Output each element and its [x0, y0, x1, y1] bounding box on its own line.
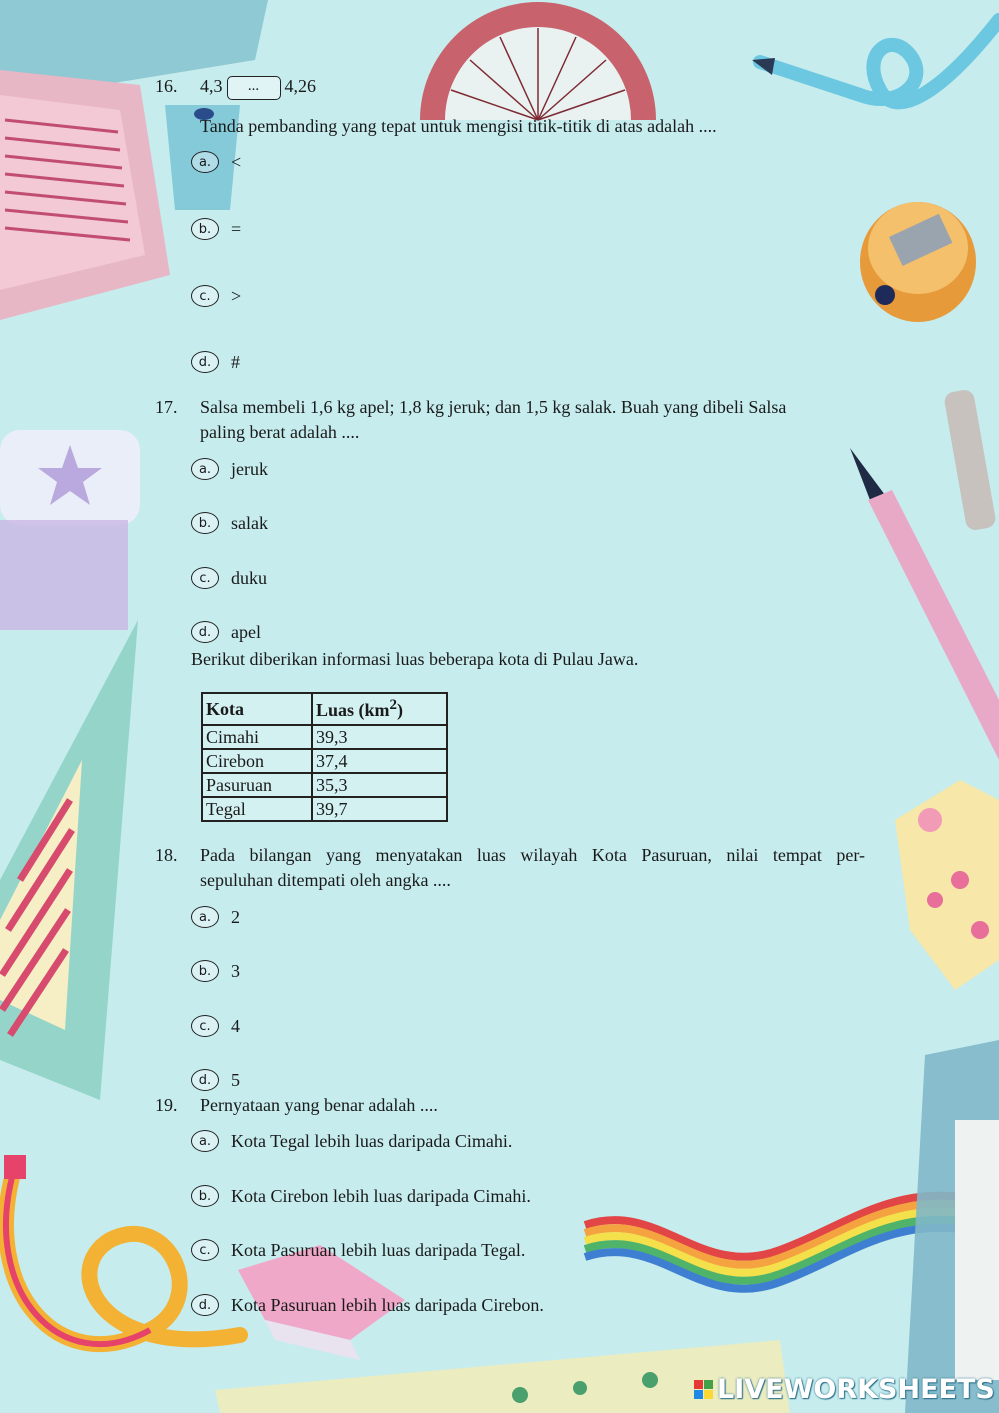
city-name: Cimahi — [202, 725, 312, 749]
pencil-knot-illustration — [752, 20, 999, 102]
option-circle[interactable]: c. — [191, 567, 219, 589]
option-text: jeruk — [231, 458, 268, 479]
q16-blank-box[interactable]: ... — [227, 76, 281, 100]
table-row — [202, 725, 447, 749]
option-text: Kota Pasuruan lebih luas daripada Tegal. — [231, 1239, 526, 1260]
q16-option-d[interactable] — [191, 351, 240, 373]
protractor-illustration — [420, 2, 656, 120]
option-circle[interactable]: d. — [191, 1294, 219, 1316]
q18-option-d[interactable] — [191, 1069, 240, 1091]
table-row — [202, 749, 447, 773]
option-circle[interactable]: b. — [191, 218, 219, 240]
q16-left-value: 4,3 — [200, 76, 223, 96]
q17-option-b[interactable] — [191, 512, 268, 534]
star-eraser-illustration — [0, 430, 140, 630]
option-circle[interactable]: d. — [191, 1069, 219, 1091]
option-circle[interactable]: d. — [191, 621, 219, 643]
table-header-row — [202, 693, 447, 725]
q18-option-c[interactable] — [191, 1015, 240, 1037]
option-circle[interactable]: d. — [191, 351, 219, 373]
question-16-number: 16. — [155, 76, 178, 96]
question-18-text-line2: sepuluhan ditempati oleh angka .... — [200, 870, 451, 890]
option-circle[interactable]: a. — [191, 151, 219, 173]
option-circle[interactable]: c. — [191, 285, 219, 307]
option-circle[interactable]: c. — [191, 1015, 219, 1037]
question-19-text: Pernyataan yang benar adalah .... — [200, 1095, 438, 1115]
question-18-number: 18. — [155, 845, 178, 865]
option-text: = — [231, 218, 242, 239]
option-circle[interactable]: b. — [191, 1185, 219, 1207]
option-text: 5 — [231, 1069, 240, 1090]
question-16-text: Tanda pembanding yang tepat untuk mengisi titik-titik di atas adalah .... — [200, 116, 717, 136]
table-row — [202, 797, 447, 821]
question-16-comparison — [200, 74, 316, 100]
q19-option-a[interactable] — [191, 1130, 512, 1152]
table-row — [202, 773, 447, 797]
liveworksheets-logo[interactable] — [694, 1374, 995, 1405]
city-area: 39,7 — [312, 797, 447, 821]
q16-option-c[interactable] — [191, 285, 241, 307]
header-luas: Luas $(km^2)$ — [312, 693, 447, 725]
city-area: 39,3 — [312, 725, 447, 749]
q19-option-c[interactable] — [191, 1239, 525, 1261]
question-19-number: 19. — [155, 1095, 178, 1115]
option-text: Kota Pasuruan lebih luas daripada Cirebon. — [231, 1294, 544, 1315]
option-circle[interactable]: c. — [191, 1239, 219, 1261]
city-name: Tegal — [202, 797, 312, 821]
option-text: Kota Cirebon lebih luas daripada Cimahi. — [231, 1185, 531, 1206]
round-sharpener-illustration — [860, 202, 976, 322]
city-name: Cirebon — [202, 749, 312, 773]
question-17-number: 17. — [155, 397, 178, 417]
option-circle[interactable]: b. — [191, 512, 219, 534]
q17-option-a[interactable] — [191, 458, 268, 480]
q18-option-a[interactable] — [191, 906, 240, 928]
question-17-text-line2: paling berat adalah .... — [200, 422, 360, 442]
option-text: 2 — [231, 906, 240, 927]
option-text: apel — [231, 621, 261, 642]
question-18-text-line1: Pada bilangan yang menyatakan luas wilayah Kota Pasuruan, nilai tempat per- — [200, 845, 865, 865]
option-text: Kota Tegal lebih luas daripada Cimahi. — [231, 1130, 513, 1151]
header-kota: Kota — [202, 693, 312, 725]
q16-right-value: 4,26 — [284, 76, 316, 96]
q16-option-a[interactable] — [191, 151, 241, 173]
option-circle[interactable]: b. — [191, 960, 219, 982]
option-text: 4 — [231, 1015, 240, 1036]
city-name: Pasuruan — [202, 773, 312, 797]
triangle-ruler-illustration — [0, 620, 138, 1100]
option-circle[interactable]: a. — [191, 458, 219, 480]
option-text: # — [231, 351, 240, 372]
q19-option-b[interactable] — [191, 1185, 531, 1207]
info-intro: Berikut diberikan informasi luas beberapa kota di Pulau Jawa. — [191, 649, 639, 669]
option-circle[interactable]: a. — [191, 1130, 219, 1152]
floral-eraser-illustration — [895, 780, 999, 990]
city-area: 35,3 — [312, 773, 447, 797]
q18-option-b[interactable] — [191, 960, 240, 982]
option-text: 3 — [231, 960, 240, 981]
logo-mark-icon — [694, 1380, 713, 1399]
logo-text: LIVEWORKSHEETS — [717, 1374, 995, 1405]
option-text: > — [231, 285, 242, 306]
pen-illustration — [850, 388, 999, 760]
option-circle[interactable]: a. — [191, 906, 219, 928]
q19-option-d[interactable] — [191, 1294, 544, 1316]
q16-option-b[interactable] — [191, 218, 241, 240]
q17-option-c[interactable] — [191, 567, 267, 589]
option-text: duku — [231, 567, 267, 588]
spiral-notebook-illustration — [905, 1040, 999, 1413]
option-text: salak — [231, 512, 268, 533]
question-17-text-line1: Salsa membeli 1,6 kg apel; 1,8 kg jeruk; dan 1,5 kg salak. Buah yang dibeli Salsa — [200, 397, 787, 417]
q17-option-d[interactable] — [191, 621, 261, 643]
option-text: < — [231, 151, 242, 172]
city-area: 37,4 — [312, 749, 447, 773]
city-area-table — [201, 692, 448, 822]
